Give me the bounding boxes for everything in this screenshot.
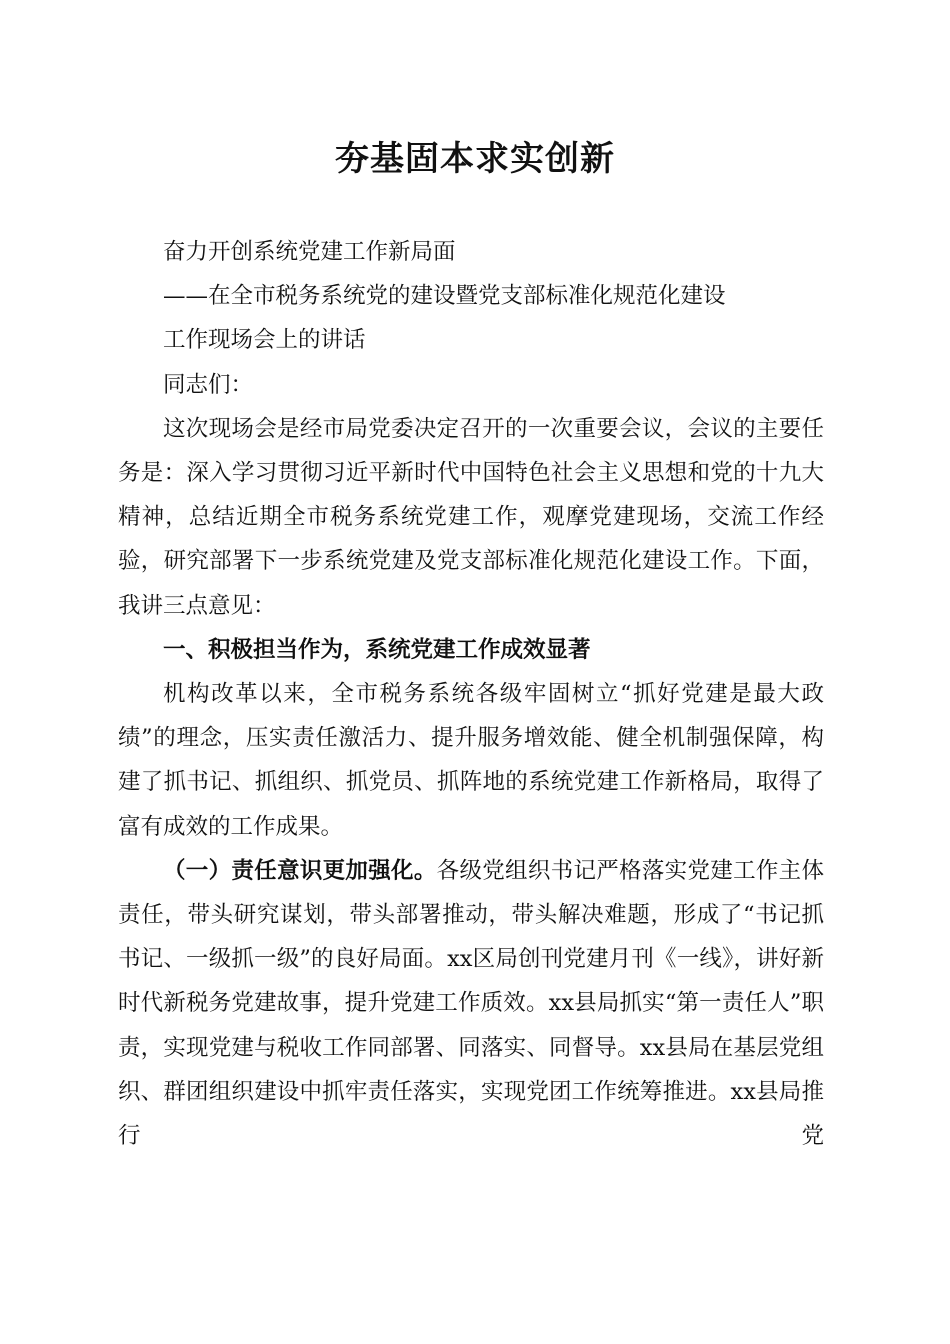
intro-paragraph: 这次现场会是经市局党委决定召开的一次重要会议，会议的主要任务是：深入学习贯彻习近平新时代中国特色社会主义思想和党的十九大精神，总结近期全市税务系统党建工作，观摩党建现场，交流工作经验，研究部署下一步系统党建及党支部标准化规范化建设工作。下面，我讲三点意见： xyxy=(118,415,824,619)
document-body xyxy=(118,230,824,1158)
subtitle-line-1: 奋力开创系统党建工作新局面 xyxy=(163,239,456,265)
section-1-paragraph: 机构改革以来，全市税务系统各级牢固树立“抓好党建是最大政绩”的理念，压实责任激活力、提升服务增效能、健全机制强保障，构建了抓书记、抓组织、抓党员、抓阵地的系统党建工作新格局，取得了富有成效的工作成果。 xyxy=(118,681,824,840)
section-1-heading: 一、积极担当作为，系统党建工作成效显著 xyxy=(163,636,591,663)
salutation: 同志们： xyxy=(163,371,254,398)
subtitle-line-3: 工作现场会上的讲话 xyxy=(163,327,366,354)
subsection-1-heading: （一）责任意识更加强化。 xyxy=(163,857,437,884)
subsection-1-text: 各级党组织书记严格落实党建工作主体责任，带头研究谋划，带头部署推动，带头解决难题，形成了“书记抓书记、一级抓一级”的良好局面。xx区局创刊党建月刊《一线》，讲好新时代新税务党建故事，提升党建工作质效。xx县局抓实“第一责任人”职责，实现党建与税收工作同部署、同落实、同督导。xx县局在基层党组织、群团组织建设中抓牢责任落实，实现党团工作统筹推进。xx县局推行党 xyxy=(118,857,824,1150)
document-title: 夯基固本求实创新 xyxy=(335,139,615,179)
subsection-1-paragraph xyxy=(118,849,824,1158)
subtitle-line-2: ——在全市税务系统党的建设暨党支部标准化规范化建设 xyxy=(163,283,726,310)
